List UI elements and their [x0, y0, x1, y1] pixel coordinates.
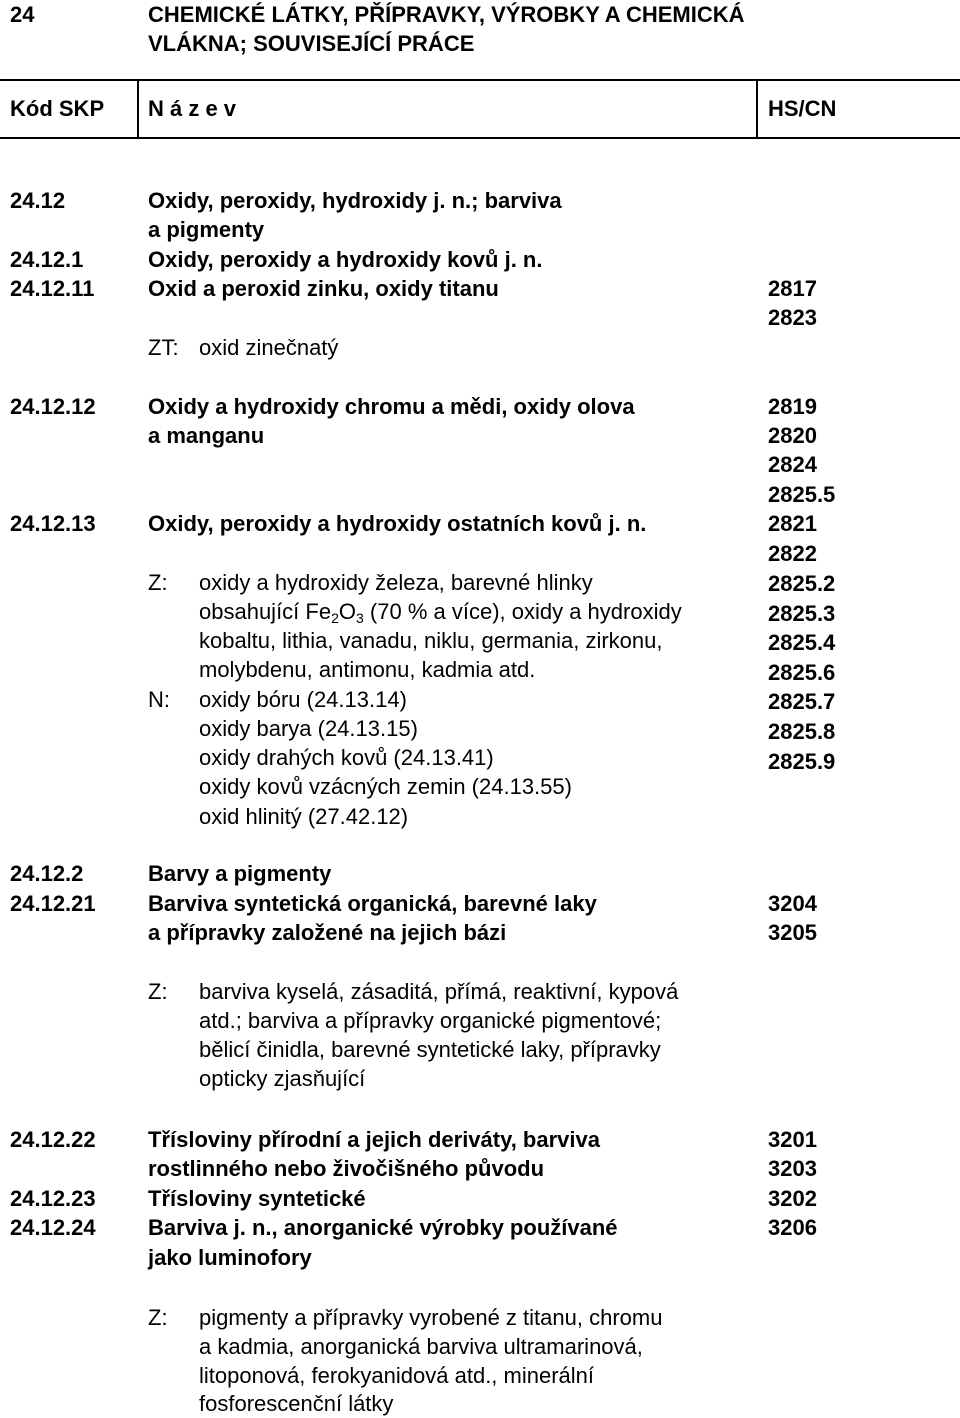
note-n-line3: oxidy drahých kovů (24.13.41) [199, 745, 494, 770]
name-24-12-13: Oxidy, peroxidy a hydroxidy ostatních kovů j. n. [148, 511, 647, 536]
name-24-12-24-line1: Barviva j. n., anorganické výrobky používané [148, 1215, 618, 1240]
hs-code: 2820 [768, 423, 817, 448]
note-label-z: Z: [148, 570, 168, 595]
note-z-line2: a kadmia, anorganická barviva ultramarinová, [199, 1334, 643, 1359]
hs-code: 3203 [768, 1156, 817, 1181]
note-label-n: N: [148, 687, 170, 712]
name-24-12-23: Třísloviny syntetické [148, 1186, 366, 1211]
hs-code: 2825.5 [768, 482, 836, 507]
note-label-z: Z: [148, 979, 168, 1004]
hs-code: 3205 [768, 920, 817, 945]
name-24-12-24-line2: jako luminofory [148, 1245, 312, 1270]
header-code: Kód SKP [10, 96, 105, 121]
note-z-line3: litoponová, ferokyanidová atd., minerální [199, 1363, 595, 1388]
hs-code: 3206 [768, 1215, 817, 1240]
hs-code: 2825.8 [768, 719, 836, 744]
code-24-12-1: 24.12.1 [10, 247, 84, 272]
hs-code: 2821 [768, 511, 817, 536]
code-24-12-2: 24.12.2 [10, 861, 84, 886]
chapter-title-line1: CHEMICKÉ LÁTKY, PŘÍPRAVKY, VÝROBKY A CHEMICKÁ [148, 2, 745, 27]
hs-code: 2824 [768, 452, 817, 477]
name-24-12-22-line1: Třísloviny přírodní a jejich deriváty, barviva [148, 1127, 600, 1152]
note-z-line4: opticky zjasňující [199, 1066, 366, 1091]
header-top-rule [0, 79, 960, 81]
name-24-12-2: Barvy a pigmenty [148, 861, 332, 886]
code-24-12-24: 24.12.24 [10, 1215, 96, 1240]
name-24-12-12-line1: Oxidy a hydroxidy chromu a mědi, oxidy olova [148, 394, 635, 419]
hs-code: 3201 [768, 1127, 817, 1152]
note-z-line1: pigmenty a přípravky vyrobené z titanu, chromu [199, 1305, 663, 1330]
chapter-number: 24 [10, 2, 35, 27]
code-24-12-23: 24.12.23 [10, 1186, 96, 1211]
header-divider-1 [137, 79, 139, 139]
hs-code: 2822 [768, 541, 817, 566]
header-bottom-rule [0, 137, 960, 139]
name-24-12-line1: Oxidy, peroxidy, hydroxidy j. n.; barviva [148, 188, 562, 213]
hs-code: 3202 [768, 1186, 817, 1211]
header-divider-2 [756, 79, 758, 139]
hs-code: 2825.2 [768, 571, 836, 596]
note-z-line2: obsahující $Fe_2O_3$ (70 % a více), oxidy a hydroxidy [199, 599, 682, 626]
note-z-line3: bělicí činidla, barevné syntetické laky, přípravky [199, 1037, 661, 1062]
name-24-12-21-line1: Barviva syntetická organická, barevné laky [148, 891, 597, 916]
note-n-line4: oxidy kovů vzácných zemin (24.13.55) [199, 774, 572, 799]
code-24-12-22: 24.12.22 [10, 1127, 96, 1152]
hs-code: 2825.6 [768, 660, 836, 685]
hs-code: 2825.4 [768, 630, 836, 655]
note-n-line5: oxid hlinitý (27.42.12) [199, 804, 409, 829]
note-text: oxid zinečnatý [199, 335, 339, 360]
code-24-12-12: 24.12.12 [10, 394, 96, 419]
note-z-line1: barviva kyselá, zásaditá, přímá, reaktivní, kypová [199, 979, 679, 1004]
header-name: N á z e v [148, 96, 237, 121]
note-n-line2: oxidy barya (24.13.15) [199, 716, 418, 741]
note-label-z: Z: [148, 1305, 168, 1330]
code-24-12: 24.12 [10, 188, 66, 213]
name-24-12-11: Oxid a peroxid zinku, oxidy titanu [148, 276, 499, 301]
hs-code: 2825.7 [768, 689, 836, 714]
note-z-line4: fosforescenční látky [199, 1391, 394, 1416]
name-24-12-21-line2: a přípravky založené na jejich bázi [148, 920, 507, 945]
hs-code: 2823 [768, 305, 817, 330]
hs-code: 2825.3 [768, 601, 836, 626]
chapter-title-line2: VLÁKNA; SOUVISEJÍCÍ PRÁCE [148, 31, 475, 56]
note-z-line2: atd.; barviva a přípravky organické pigmentové; [199, 1008, 662, 1033]
note-n-line1: oxidy bóru (24.13.14) [199, 687, 407, 712]
note-z-line3: kobaltu, lithia, vanadu, niklu, germania, zirkonu, [199, 628, 663, 653]
name-24-12-line2: a pigmenty [148, 217, 265, 242]
note-label-zt: ZT: [148, 335, 179, 360]
note-z-line4: molybdenu, antimonu, kadmia atd. [199, 657, 536, 682]
name-24-12-1: Oxidy, peroxidy a hydroxidy kovů j. n. [148, 247, 543, 272]
code-24-12-21: 24.12.21 [10, 891, 96, 916]
note-z-line1: oxidy a hydroxidy železa, barevné hlinky [199, 570, 593, 595]
hs-code: 2825.9 [768, 749, 836, 774]
hs-code: 2817 [768, 276, 817, 301]
hs-code: 2819 [768, 394, 817, 419]
header-hs: HS/CN [768, 96, 837, 121]
name-24-12-12-line2: a manganu [148, 423, 265, 448]
code-24-12-11: 24.12.11 [10, 276, 95, 301]
hs-code: 3204 [768, 891, 817, 916]
name-24-12-22-line2: rostlinného nebo živočišného původu [148, 1156, 545, 1181]
code-24-12-13: 24.12.13 [10, 511, 96, 536]
